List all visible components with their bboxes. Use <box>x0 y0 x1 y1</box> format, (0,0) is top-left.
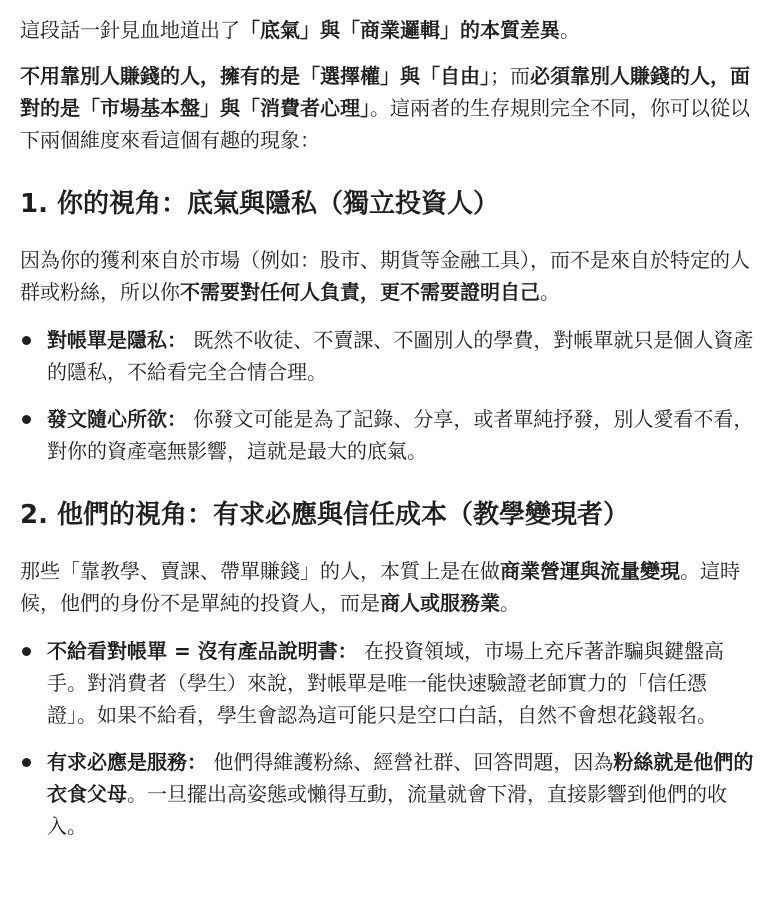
bullet-icon <box>22 647 31 656</box>
intro-paragraph <box>20 14 754 46</box>
list-item-title: 對帳單是隱私： <box>47 328 187 352</box>
section-1-paragraph <box>20 244 754 308</box>
list-item-text: 在投資領域，市場上充斥著詐騙與鍵盤高手。對消費者（學生）來說，對帳單是唯一能快速驗證老師實力的「信任憑證」。如果不給看，學生會認為這可能只是空口白話，自然不會想花錢報名。 <box>47 639 725 727</box>
bullet-icon <box>22 336 31 345</box>
section-1-text-2: 。 <box>540 280 560 304</box>
list-item <box>20 635 754 731</box>
summary-text-2: 。這兩者的生存規則完全不同，你可以從以下兩個維度來看這個有趣的現象： <box>20 96 750 152</box>
list-item <box>20 403 754 467</box>
section-1-list <box>20 324 754 467</box>
list-item-title: 有求必應是服務： <box>47 750 207 774</box>
section-1-heading: 1. 你的視角：底氣與隱私（獨立投資人） <box>20 189 500 219</box>
section-2-emphasis-1: 商業營運與流量變現 <box>500 559 680 583</box>
list-item-text: 他們得維護粉絲、經營社群、回答問題，因為 <box>207 750 614 774</box>
section-2-text-1: 那些「靠教學、賣課、帶單賺錢」的人，本質上是在做 <box>20 559 500 583</box>
section-2-text-3: 。 <box>500 591 520 615</box>
section-2-paragraph <box>20 555 754 619</box>
summary-emphasis-2: 必須靠別人賺錢的人，面對的是「市場基本盤」與「消費者心理」 <box>20 64 750 120</box>
intro-end: 。 <box>560 18 580 42</box>
list-item-text: 你發文可能是為了記錄、分享，或者單純抒發，別人愛看不看，對你的資產毫無影響，這就是最大的底氣。 <box>47 407 754 463</box>
list-item-title: 不給看對帳單 = 沒有產品說明書： <box>47 639 358 663</box>
list-item-text-end: 。一旦擺出高姿態或懶得互動，流量就會下滑，直接影響到他們的收入。 <box>47 782 727 838</box>
list-item <box>20 324 754 388</box>
section-1-text-1: 因為你的獲利來自於市場（例如：股市、期貨等金融工具），而不是來自於特定的人群或粉絲，所以你 <box>20 248 750 304</box>
summary-text-1: ；而 <box>490 64 530 88</box>
section-2-text-2: 。這時候，他們的身份不是單純的投資人，而是 <box>20 559 740 615</box>
bullet-icon <box>22 415 31 424</box>
list-item-emphasis: 粉絲就是他們的衣食父母 <box>47 750 754 806</box>
list-item <box>20 746 754 842</box>
list-item-text: 既然不收徒、不賣課、不圖別人的學費，對帳單就只是個人資產的隱私，不給看完全合情合理。 <box>47 328 754 384</box>
section-2-list <box>20 635 754 842</box>
section-1-emphasis: 不需要對任何人負責，更不需要證明自己 <box>180 280 540 304</box>
summary-paragraph <box>20 60 754 156</box>
summary-emphasis-1: 不用靠別人賺錢的人，擁有的是「選擇權」與「自由」 <box>20 64 490 88</box>
bullet-icon <box>22 758 31 767</box>
intro-text: 這段話一針見血地道出了 <box>20 18 240 42</box>
intro-emphasis: 「底氣」與「商業邏輯」的本質差異 <box>240 18 560 42</box>
section-2-emphasis-2: 商人或服務業 <box>380 591 500 615</box>
section-2-heading: 2. 他們的視角：有求必應與信任成本（教學變現者） <box>20 500 630 530</box>
list-item-title: 發文隨心所欲： <box>47 407 187 431</box>
